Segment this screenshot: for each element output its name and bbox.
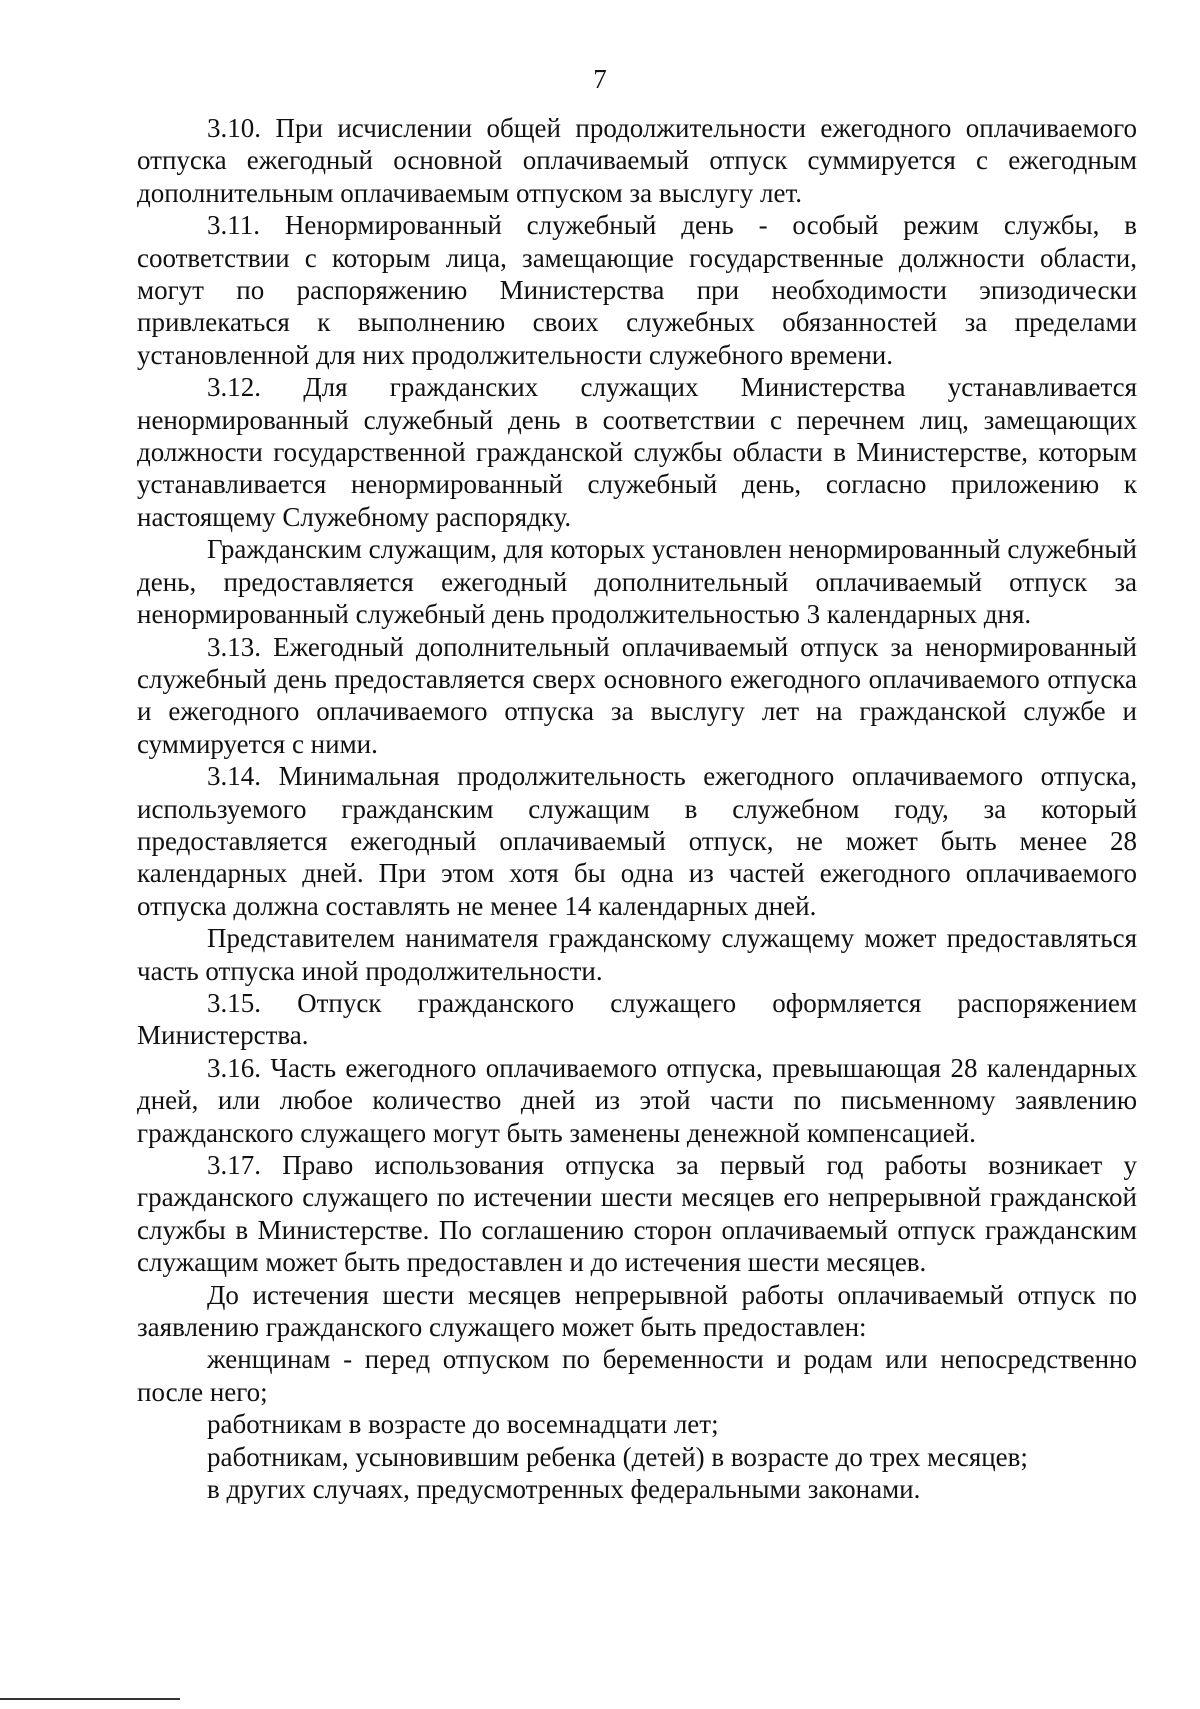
paragraph-3-12: 3.12. Для гражданских служащих Министерства устанавливается ненормированный служебный день в соответствии с перечнем лиц, замещающих должности государственной гражданской службы области в Министерстве, которым устанавливается ненормированный служебный день, согласно приложению к настоящему Служебному распорядку. <box>137 372 1137 532</box>
list-item: в других случаях, предусмотренных федеральными законами. <box>207 1474 921 1505</box>
paragraph-3-15: 3.15. Отпуск гражданского служащего оформляется распоряжением Министерства. <box>137 987 1137 1051</box>
paragraph-3-10: 3.10. При исчислении общей продолжительности ежегодного оплачиваемого отпуска ежегодный основной оплачиваемый отпуск суммируется с ежегодным дополнительным оплачиваемым отпуском за выслугу лет. <box>137 113 1137 208</box>
footer-rule <box>0 1698 180 1700</box>
list-item: работникам, усыновившим ребенка (детей) в возрасте до трех месяцев; <box>207 1441 1028 1472</box>
list-item: работникам в возрасте до восемнадцати лет; <box>207 1409 719 1440</box>
list-item: женщинам - перед отпуском по беременности и родам или непосредственно после него; <box>137 1344 1137 1407</box>
paragraph-3-17-continuation: До истечения шести месяцев непрерывной работы оплачиваемый отпуск по заявлению гражданского служащего может быть предоставлен: <box>137 1279 1137 1343</box>
paragraph-3-14-continuation: Представителем нанимателя гражданскому служащему может предоставляться часть отпуска иной продолжительности. <box>137 923 1137 986</box>
paragraph-3-17: 3.17. Право использования отпуска за первый год работы возникает у гражданского служащего по истечении шести месяцев его непрерывной гражданской службы в Министерстве. По соглашению сторон оплачиваемый отпуск гражданским служащим может быть предоставлен и до истечения шести месяцев. <box>137 1150 1137 1278</box>
paragraph-3-16: 3.16. Часть ежегодного оплачиваемого отпуска, превышающая 28 календарных дней, или любое количество дней из этой части по письменному заявлению гражданского служащего могут быть заменены денежной компенсацией. <box>137 1052 1137 1148</box>
paragraph-3-14: 3.14. Минимальная продолжительность ежегодного оплачиваемого отпуска, используемого гражданским служащим в служебном году, за который предоставляется ежегодный оплачиваемый отпуск, не может быть менее 28 календарных дней. При этом хотя бы одна из частей ежегодного оплачиваемого отпуска должна составлять не менее 14 календарных дней. <box>137 761 1137 921</box>
document-body <box>137 112 1137 1505</box>
paragraph-3-13: 3.13. Ежегодный дополнительный оплачиваемый отпуск за ненормированный служебный день предоставляется сверх основного ежегодного оплачиваемого отпуска и ежегодного оплачиваемого отпуска за выслугу лет на гражданской службе и суммируется с ними. <box>137 631 1137 759</box>
paragraph-3-11: 3.11. Ненормированный служебный день - особый режим службы, в соответствии с которым лица, замещающие государственные должности области, могут по распоряжению Министерства при необходимости эпизодически привлекаться к выполнению своих служебных обязанностей за пределами установленной для них продолжительности служебного времени. <box>137 210 1137 370</box>
paragraph-3-12-continuation: Гражданским служащим, для которых установлен ненормированный служебный день, предоставляется ежегодный дополнительный оплачиваемый отпуск за ненормированный служебный день продолжительностью 3 календарных дня. <box>137 534 1137 630</box>
page-number: 7 <box>593 64 607 94</box>
